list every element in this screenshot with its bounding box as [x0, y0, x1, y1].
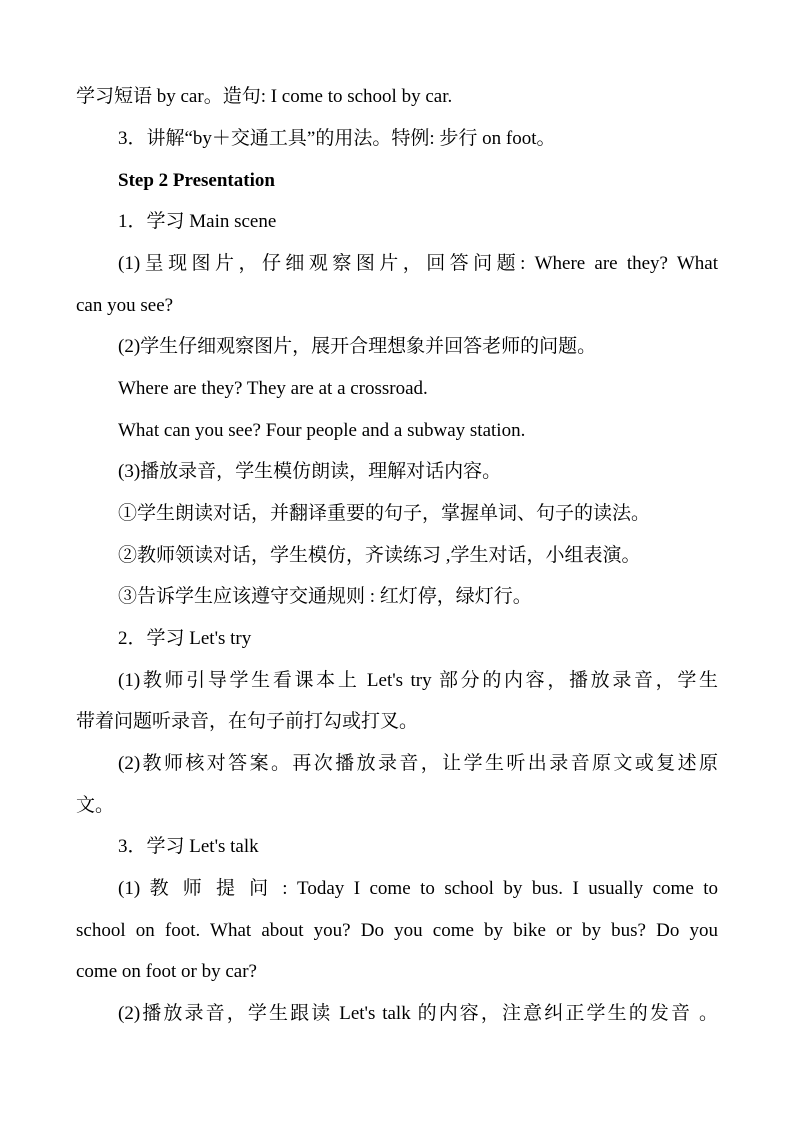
text-line: (2)播放录音，学生跟读 Let's talk 的内容，注意纠正学生的发音 。 — [118, 1003, 718, 1024]
text-line: 3．讲解“by＋交通工具”的用法。特例: 步行 on foot。 — [118, 128, 556, 149]
text-line: 文。 — [76, 795, 115, 816]
text-line: (3)播放录音，学生模仿朗读，理解对话内容。 — [118, 461, 502, 482]
text-line: (1) 教 师 提 问 : Today I come to school by bus. I usually come to — [118, 878, 718, 899]
text-line: (2)教师核对答案。再次播放录音，让学生听出录音原文或复述原 — [118, 753, 718, 774]
text-line: ②教师领读对话，学生模仿，齐读练习 ,学生对话，小组表演。 — [118, 545, 641, 566]
text-line: come on foot or by car? — [76, 961, 257, 982]
text-line: school on foot. What about you? Do you come by bike or by bus? Do you — [76, 920, 718, 941]
text-line: 学习短语 by car。造句: I come to school by car. — [76, 86, 453, 107]
subsection-heading: 2．学习 Let's try — [118, 628, 252, 649]
text-line: (2)学生仔细观察图片，展开合理想象并回答老师的问题。 — [118, 336, 597, 357]
subsection-heading: 1．学习 Main scene — [118, 211, 277, 232]
text-line: 带着问题听录音，在句子前打勾或打叉。 — [76, 711, 419, 732]
text-line: What can you see? Four people and a subway station. — [118, 420, 526, 441]
text-line: Where are they? They are at a crossroad. — [118, 378, 428, 399]
text-line: (1)呈现图片，仔细观察图片，回答问题: Where are they? What — [118, 253, 718, 274]
text-line: (1)教师引导学生看课本上 Let's try 部分的内容，播放录音，学生 — [118, 670, 718, 691]
section-heading: Step 2 Presentation — [118, 170, 275, 191]
text-line: can you see? — [76, 295, 174, 316]
text-line: ③告诉学生应该遵守交通规则 : 红灯停，绿灯行。 — [118, 586, 532, 607]
subsection-heading: 3．学习 Let's talk — [118, 836, 259, 857]
text-line: ①学生朗读对话，并翻译重要的句子，掌握单词、句子的读法。 — [118, 503, 651, 524]
